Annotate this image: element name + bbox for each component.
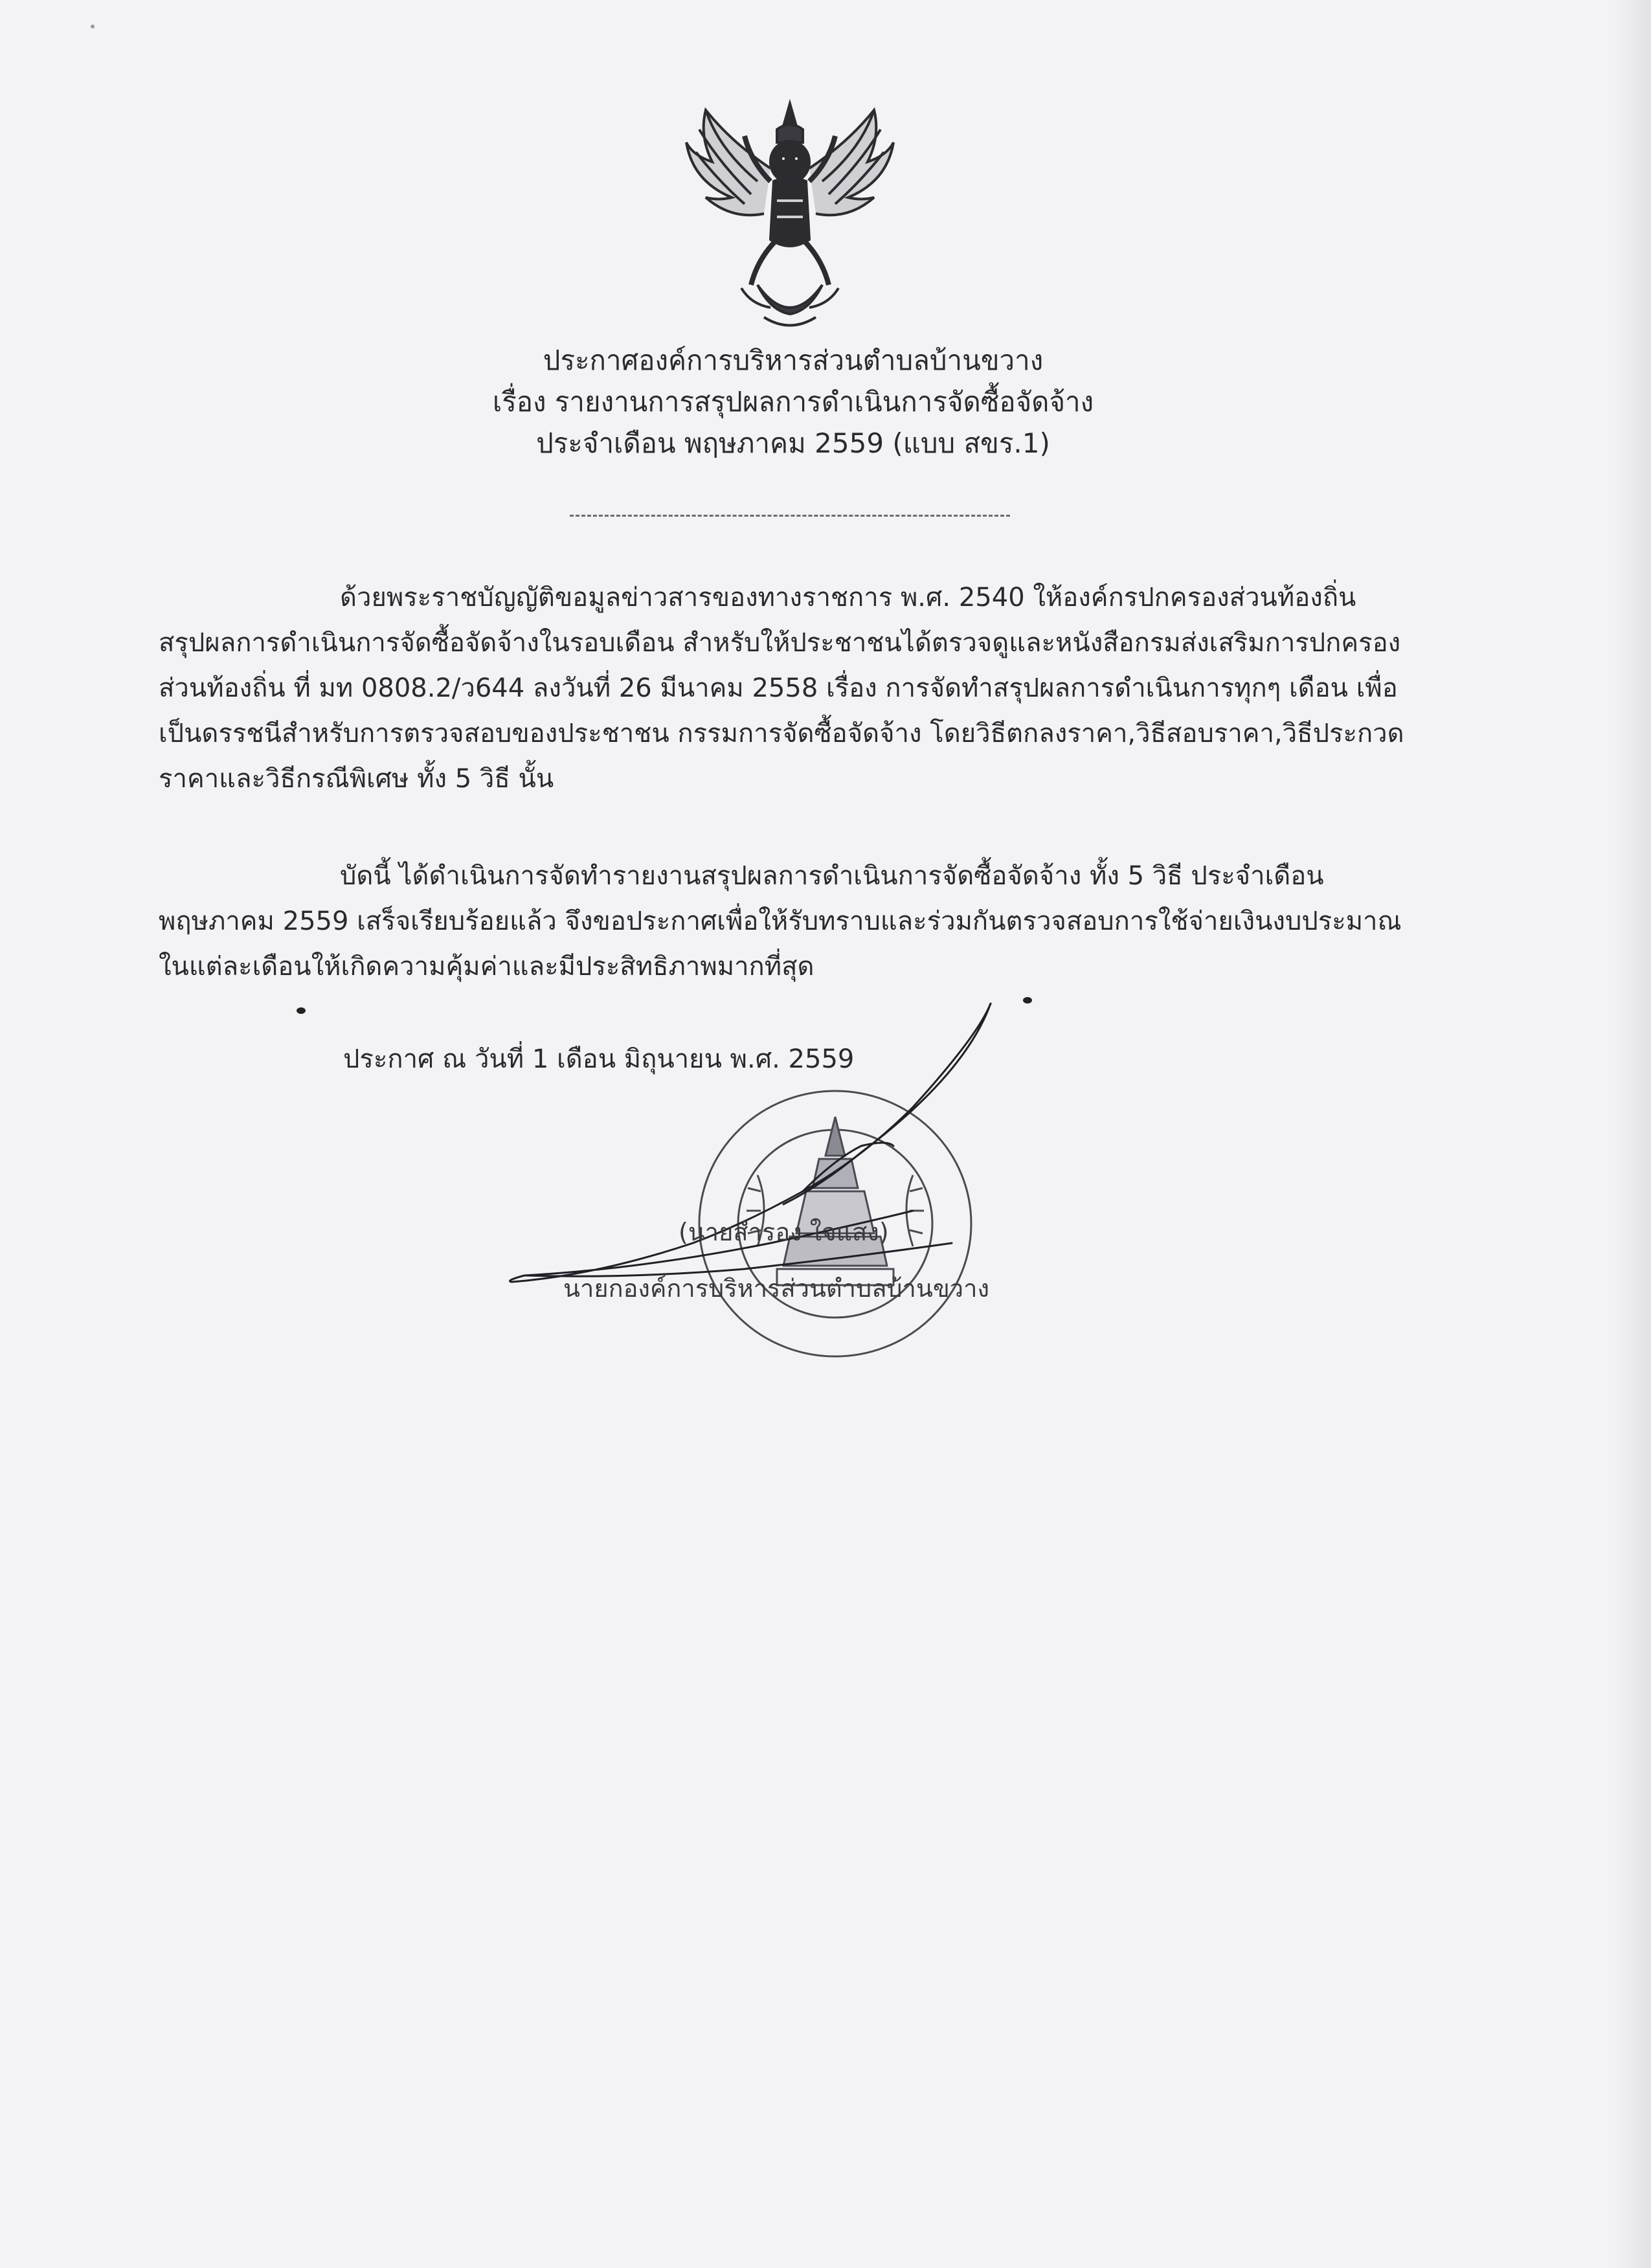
body-paragraph-1 [159, 575, 1454, 802]
page-edge-shadow [1612, 0, 1651, 2268]
paragraph-line: สรุปผลการดำเนินการจัดซื้อจัดจ้างในรอบเดือน สำหรับให้ประชาชนได้ตรวจดูและหนังสือกรมส่งเสริมการปกครอง [159, 628, 1401, 658]
scan-speck [297, 1007, 306, 1014]
paragraph-line: ส่วนท้องถิ่น ที่ มท 0808.2/ว644 ลงวันที่ 26 มีนาคม 2558 เรื่อง การจัดทำสรุปผลการดำเนินการทุกๆ เดือน เพื่อ [159, 673, 1398, 703]
signatory-name: (นายสำรอง ใจแสง) [679, 1218, 889, 1246]
signatory-title: นายกองค์การบริหารส่วนตำบลบ้านขวาง [563, 1274, 990, 1303]
garuda-emblem [680, 91, 900, 337]
header-subject: เรื่อง รายงานการสรุปผลการดำเนินการจัดซื้อจัดจ้าง [492, 386, 1094, 418]
paragraph-line: พฤษภาคม 2559 เสร็จเรียบร้อยแล้ว จึงขอประกาศเพื่อให้รับทราบและร่วมกันตรวจสอบการใช้จ่ายเงินงบประมาณ [159, 906, 1402, 936]
paragraph-line: ในแต่ละเดือนให้เกิดความคุ้มค่าและมีประสิทธิภาพมากที่สุด [159, 952, 814, 982]
handwritten-signature [499, 997, 1016, 1308]
header-divider [570, 515, 1010, 517]
document-header [388, 340, 1198, 464]
paragraph-line: ราคาและวิธีกรณีพิเศษ ทั้ง 5 วิธี นั้น [159, 764, 554, 794]
header-title: ประกาศองค์การบริหารส่วนตำบลบ้านขวาง [543, 344, 1044, 376]
paragraph-line: บัดนี้ ได้ดำเนินการจัดทำรายงานสรุปผลการดำเนินการจัดซื้อจัดจ้าง ทั้ง 5 วิธี ประจำเดือน [340, 861, 1324, 891]
scan-speck [91, 25, 95, 28]
header-period: ประจำเดือน พฤษภาคม 2559 (แบบ สขร.1) [536, 427, 1050, 459]
paragraph-line: ด้วยพระราชบัญญัติขอมูลข่าวสารของทางราชการ พ.ศ. 2540 ให้องค์กรปกครองส่วนท้องถิ่น [340, 583, 1356, 612]
scan-speck [1023, 997, 1032, 1004]
announcement-date: ประกาศ ณ วันที่ 1 เดือน มิถุนายน พ.ศ. 2559 [343, 1044, 855, 1074]
paragraph-line: เป็นดรรชนีสำหรับการตรวจสอบของประชาชน กรรมการจัดซื้อจัดจ้าง โดยวิธีตกลงราคา,วิธีสอบราคา,วิธีประกวด [159, 719, 1404, 748]
body-paragraph-2 [159, 853, 1454, 989]
